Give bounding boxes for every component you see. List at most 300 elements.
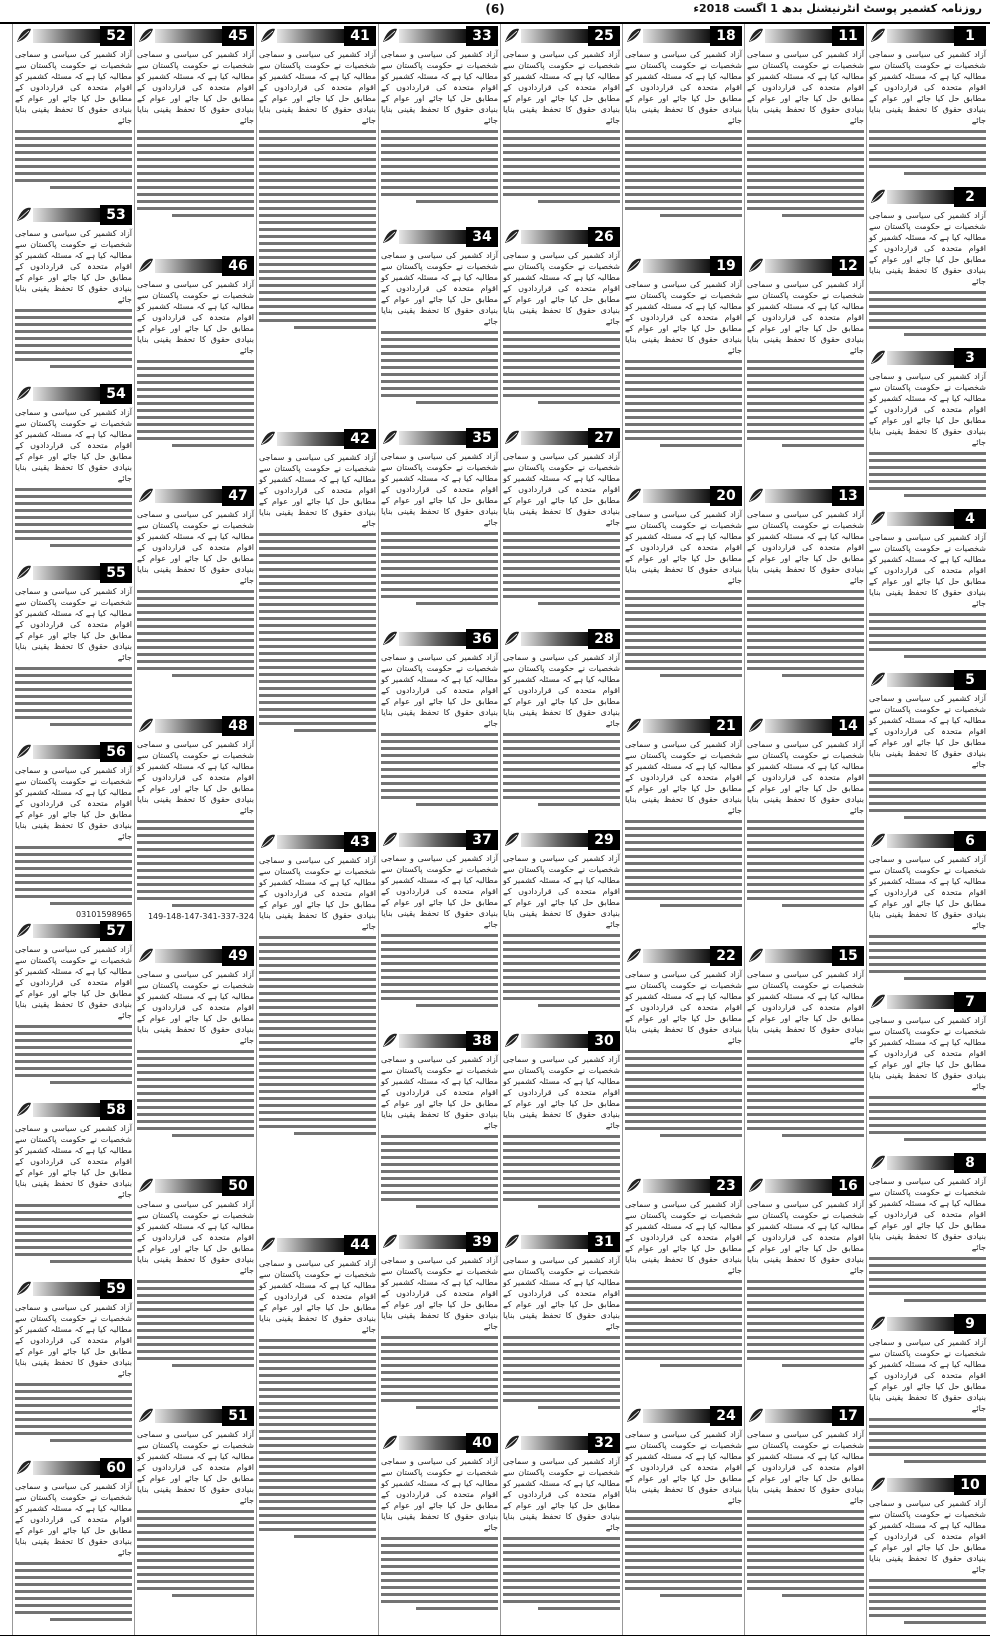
text-line [259, 1486, 376, 1489]
entry-number: 57 [100, 921, 132, 941]
text-line [869, 809, 986, 812]
text-line [747, 667, 864, 670]
text-line [869, 1131, 986, 1134]
text-line [15, 1253, 132, 1256]
gradient-bar [399, 431, 466, 445]
entry-text: آزاد کشمیر کی سیاسی و سماجی شخصیات نے حکومت پاکستان سے مطالبہ کیا ہے کہ مسئلہ کشمیر کو اقوام متحدہ کی قراردادوں کے مطابق حل کیا جائے اور عوام کے بنیادی حقوق کا تحفظ یقینی بنایا جائے [259, 855, 376, 1135]
entry-number: 31 [588, 1232, 620, 1252]
text-line [503, 1565, 620, 1568]
classified-entry [381, 1433, 498, 1630]
text-line [381, 380, 498, 383]
text-line [381, 768, 498, 771]
entry-text: آزاد کشمیر کی سیاسی و سماجی شخصیات نے حکومت پاکستان سے مطالبہ کیا ہے کہ مسئلہ کشمیر کو اقوام متحدہ کی قراردادوں کے مطابق حل کیا جائے اور عوام کے بنیادی حقوق کا تحفظ یقینی بنایا جائے [625, 49, 742, 217]
entry-number: 37 [466, 830, 498, 850]
text-line [137, 172, 254, 175]
text-line [259, 950, 376, 953]
gradient-bar [765, 1179, 832, 1193]
leaf-icon [747, 716, 765, 736]
gradient-bar [277, 432, 344, 446]
leaf-icon [259, 26, 277, 46]
gradient-bar [399, 632, 466, 646]
text-line [381, 366, 498, 369]
gradient-bar [887, 351, 954, 365]
text-line [259, 200, 376, 203]
leaf-icon [15, 742, 33, 762]
entry-number: 5 [954, 670, 986, 690]
text-line [259, 957, 376, 960]
text-line [625, 862, 742, 865]
entry-number-bar [137, 1176, 254, 1196]
entry-number: 54 [100, 384, 132, 404]
entry-number: 52 [100, 26, 132, 46]
classified-entry [15, 563, 132, 738]
text-line [381, 331, 498, 334]
leaf-icon [15, 26, 33, 46]
text-line [259, 568, 376, 571]
text-line [381, 1565, 498, 1568]
gradient-bar [399, 1235, 466, 1249]
text-line [869, 480, 986, 483]
text-line [503, 144, 620, 147]
classified-entry [15, 1100, 132, 1275]
classified-entry [869, 831, 986, 988]
text-line [381, 387, 498, 390]
text-line [625, 1092, 742, 1095]
text-line [15, 1383, 132, 1386]
classified-entry [381, 1031, 498, 1228]
leaf-icon [503, 1031, 521, 1051]
gradient-bar [765, 29, 832, 43]
entry-number-bar [15, 742, 132, 762]
text-line [747, 165, 864, 168]
text-line [259, 277, 376, 280]
text-line [381, 775, 498, 778]
entry-number-bar [625, 716, 742, 736]
text-line [869, 305, 986, 308]
entry-number: 26 [588, 227, 620, 247]
text-line [137, 611, 254, 614]
gradient-bar [521, 632, 588, 646]
text-line [503, 775, 620, 778]
leaf-icon [747, 26, 765, 46]
text-line [15, 179, 132, 182]
text-line [259, 645, 376, 648]
classified-entry [15, 26, 132, 201]
text-line [747, 1545, 864, 1548]
leaf-icon [625, 26, 643, 46]
entry-number-bar [137, 946, 254, 966]
text-line [747, 360, 864, 363]
text-line [15, 1611, 132, 1614]
text-line [660, 444, 742, 447]
text-line [869, 935, 986, 938]
text-line [747, 367, 864, 370]
leaf-icon [747, 1406, 765, 1426]
text-line [259, 652, 376, 655]
text-line [381, 1572, 498, 1575]
text-line [625, 381, 742, 384]
text-line [137, 1566, 254, 1569]
text-line [625, 1552, 742, 1555]
text-line [137, 618, 254, 621]
text-line [625, 402, 742, 405]
text-line [137, 1287, 254, 1290]
entry-number: 36 [466, 629, 498, 649]
text-line [503, 338, 620, 341]
classified-entry [625, 26, 742, 252]
text-line [172, 1364, 254, 1367]
text-line [747, 820, 864, 823]
classified-entry [503, 26, 620, 223]
gradient-bar [277, 29, 344, 43]
text-line [259, 1076, 376, 1079]
text-line [50, 544, 132, 547]
text-line [381, 1350, 498, 1353]
text-line [172, 904, 254, 907]
entry-number-bar [869, 348, 986, 368]
text-line [137, 165, 254, 168]
text-line [381, 1558, 498, 1561]
text-line [747, 1573, 864, 1576]
text-line [15, 1032, 132, 1035]
text-line [381, 539, 498, 542]
text-line [137, 1106, 254, 1109]
entry-number: 10 [954, 1475, 986, 1495]
leaf-icon [15, 563, 33, 583]
text-line [538, 200, 620, 203]
text-line [259, 540, 376, 543]
text-line [381, 1198, 498, 1201]
text-line [416, 200, 498, 203]
text-line [503, 588, 620, 591]
leaf-icon [869, 670, 887, 690]
text-line [416, 401, 498, 404]
text-line [747, 834, 864, 837]
entry-number: 16 [832, 1176, 864, 1196]
text-line [259, 1013, 376, 1016]
entry-number-bar [869, 1314, 986, 1334]
text-line [503, 990, 620, 993]
text-line [625, 855, 742, 858]
leaf-icon [503, 428, 521, 448]
text-line [625, 827, 742, 830]
text-line [869, 1600, 986, 1603]
text-line [625, 416, 742, 419]
text-line [259, 1055, 376, 1058]
text-line [259, 1083, 376, 1086]
text-line [381, 1177, 498, 1180]
text-line [503, 1551, 620, 1554]
text-line [381, 1135, 498, 1138]
text-line [15, 1218, 132, 1221]
text-line [625, 1106, 742, 1109]
text-line [869, 291, 986, 294]
text-line [259, 1353, 376, 1356]
text-line [747, 1078, 864, 1081]
text-line [259, 936, 376, 939]
text-line [137, 423, 254, 426]
text-line [15, 867, 132, 870]
text-line [15, 158, 132, 161]
text-line [381, 1399, 498, 1402]
text-line [381, 1385, 498, 1388]
gradient-bar [643, 259, 710, 273]
entry-text: آزاد کشمیر کی سیاسی و سماجی شخصیات نے حکومت پاکستان سے مطالبہ کیا ہے کہ مسئلہ کشمیر کو اقوام متحدہ کی قراردادوں کے مطابق حل کیا جائے اور عوام کے بنیادی حقوق کا تحفظ یقینی بنایا جائے [503, 1255, 620, 1409]
entry-number: 33 [466, 26, 498, 46]
leaf-icon [15, 205, 33, 225]
text-line [625, 144, 742, 147]
text-line [381, 553, 498, 556]
text-line [869, 487, 986, 490]
leaf-icon [381, 227, 399, 247]
text-line [381, 1163, 498, 1166]
text-line [904, 977, 986, 980]
entry-number: 17 [832, 1406, 864, 1426]
text-line [869, 151, 986, 154]
text-line [747, 423, 864, 426]
text-line [381, 394, 498, 397]
text-line [869, 1579, 986, 1582]
text-line [747, 1566, 864, 1569]
text-line [381, 338, 498, 341]
text-line [15, 1425, 132, 1428]
text-line [625, 179, 742, 182]
text-line [137, 207, 254, 210]
gradient-bar [521, 833, 588, 847]
text-line [15, 1583, 132, 1586]
text-line [869, 319, 986, 322]
page-header [0, 0, 990, 24]
text-line [259, 582, 376, 585]
entry-number: 34 [466, 227, 498, 247]
text-line [137, 360, 254, 363]
entry-number-bar [747, 1406, 864, 1426]
column-2 [744, 24, 866, 1636]
classified-entry [747, 26, 864, 252]
entry-text: آزاد کشمیر کی سیاسی و سماجی شخصیات نے حکومت پاکستان سے مطالبہ کیا ہے کہ مسئلہ کشمیر کو اقوام متحدہ کی قراردادوں کے مطابق حل کیا جائے اور عوام کے بنیادی حقوق کا تحفظ یقینی بنایا جائے [747, 739, 864, 907]
gradient-bar [887, 673, 954, 687]
text-line [381, 373, 498, 376]
page-number: (6) [485, 2, 505, 16]
entry-text: آزاد کشمیر کی سیاسی و سماجی شخصیات نے حکومت پاکستان سے مطالبہ کیا ہے کہ مسئلہ کشمیر کو اقوام متحدہ کی قراردادوں کے مطابق حل کیا جائے اور عوام کے بنیادی حقوق کا تحفظ یقینی بنایا جائے [137, 1199, 254, 1367]
leaf-icon [381, 26, 399, 46]
text-line [259, 1402, 376, 1405]
entry-text: آزاد کشمیر کی سیاسی و سماجی شخصیات نے حکومت پاکستان سے مطالبہ کیا ہے کہ مسئلہ کشمیر کو اقوام متحدہ کی قراردادوں کے مطابق حل کیا جائے اور عوام کے بنیادی حقوق کا تحفظ یقینی بنایا جائے [747, 279, 864, 447]
text-line [259, 992, 376, 995]
entry-text: آزاد کشمیر کی سیاسی و سماجی شخصیات نے حکومت پاکستان سے مطالبہ کیا ہے کہ مسئلہ کشمیر کو اقوام متحدہ کی قراردادوں کے مطابق حل کیا جائے اور عوام کے بنیادی حقوق کا تحفظ یقینی بنایا جائے [503, 853, 620, 1007]
text-line [137, 158, 254, 161]
text-line [747, 1064, 864, 1067]
text-line [259, 1020, 376, 1023]
text-line [259, 624, 376, 627]
text-line [747, 144, 864, 147]
text-line [747, 402, 864, 405]
text-line [137, 1064, 254, 1067]
text-line [503, 782, 620, 785]
text-line [747, 151, 864, 154]
text-line [381, 983, 498, 986]
text-line [259, 1430, 376, 1433]
text-line [381, 581, 498, 584]
entry-text: آزاد کشمیر کی سیاسی و سماجی شخصیات نے حکومت پاکستان سے مطالبہ کیا ہے کہ مسئلہ کشمیر کو اقوام متحدہ کی قراردادوں کے مطابق حل کیا جائے اور عوام کے بنیادی حقوق کا تحفظ یقینی بنایا جائے [869, 693, 986, 819]
text-line [15, 1204, 132, 1207]
text-line [869, 781, 986, 784]
text-line [904, 1621, 986, 1624]
text-line [137, 1308, 254, 1311]
text-line [747, 395, 864, 398]
text-line [259, 312, 376, 315]
leaf-icon [503, 227, 521, 247]
text-line [15, 1397, 132, 1400]
text-line [625, 841, 742, 844]
text-line [137, 604, 254, 607]
entry-number: 9 [954, 1314, 986, 1334]
text-line [137, 632, 254, 635]
text-line [259, 235, 376, 238]
text-line [137, 646, 254, 649]
text-line [625, 834, 742, 837]
text-line [503, 740, 620, 743]
leaf-icon [869, 831, 887, 851]
text-line [15, 172, 132, 175]
entry-number: 6 [954, 831, 986, 851]
entry-number-bar [15, 26, 132, 46]
leaf-icon [137, 486, 155, 506]
text-line [381, 976, 498, 979]
text-line [869, 1292, 986, 1295]
text-line [869, 1439, 986, 1442]
gradient-bar [887, 1156, 954, 1170]
text-line [747, 1336, 864, 1339]
text-line [869, 1607, 986, 1610]
text-line [15, 1067, 132, 1070]
classified-entry [381, 428, 498, 625]
text-line [137, 1315, 254, 1318]
entry-number-bar [137, 26, 254, 46]
text-line [625, 388, 742, 391]
entry-number-bar [625, 1176, 742, 1196]
text-line [259, 242, 376, 245]
text-line [747, 1113, 864, 1116]
text-line [259, 1360, 376, 1363]
classified-entry [137, 256, 254, 482]
text-line [503, 754, 620, 757]
classified-entry [869, 992, 986, 1149]
gradient-bar [155, 1409, 222, 1423]
text-line [259, 1034, 376, 1037]
text-line [625, 1301, 742, 1304]
text-line [381, 1378, 498, 1381]
text-line [381, 1600, 498, 1603]
text-line [747, 1301, 864, 1304]
text-line [381, 1170, 498, 1173]
text-line [503, 158, 620, 161]
text-line [904, 333, 986, 336]
text-line [503, 1350, 620, 1353]
gradient-bar [765, 489, 832, 503]
gradient-bar [643, 29, 710, 43]
entry-text: آزاد کشمیر کی سیاسی و سماجی شخصیات نے حکومت پاکستان سے مطالبہ کیا ہے کہ مسئلہ کشمیر کو اقوام متحدہ کی قراردادوں کے مطابق حل کیا جائے اور عوام کے بنیادی حقوق کا تحفظ یقینی بنایا جائے [15, 1302, 132, 1442]
classified-entry [503, 830, 620, 1027]
gradient-bar [765, 719, 832, 733]
text-line [259, 1097, 376, 1100]
text-line [503, 1170, 620, 1173]
text-line [869, 473, 986, 476]
text-line [15, 1404, 132, 1407]
gradient-bar [887, 995, 954, 1009]
text-line [381, 1593, 498, 1596]
gradient-bar [155, 259, 222, 273]
text-line [747, 1071, 864, 1074]
text-line [747, 193, 864, 196]
text-line [747, 1343, 864, 1346]
text-line [747, 172, 864, 175]
text-line [137, 1580, 254, 1583]
leaf-icon [259, 1235, 277, 1255]
text-line [503, 345, 620, 348]
classified-entry [625, 486, 742, 712]
text-line [503, 768, 620, 771]
entry-text: آزاد کشمیر کی سیاسی و سماجی شخصیات نے حکومت پاکستان سے مطالبہ کیا ہے کہ مسئلہ کشمیر کو اقوام متحدہ کی قراردادوں کے مطابق حل کیا جائے اور عوام کے بنیادی حقوق کا تحفظ یقینی بنایا جائے [137, 1429, 254, 1597]
leaf-icon [15, 384, 33, 404]
text-line [259, 186, 376, 189]
text-line [869, 1453, 986, 1456]
classified-entry [503, 1031, 620, 1228]
text-line [503, 366, 620, 369]
text-line [416, 1607, 498, 1610]
entry-number: 21 [710, 716, 742, 736]
text-line [15, 130, 132, 133]
text-line [259, 561, 376, 564]
entry-text: آزاد کشمیر کی سیاسی و سماجی شخصیات نے حکومت پاکستان سے مطالبہ کیا ہے کہ مسئلہ کشمیر کو اقوام متحدہ کی قراردادوں کے مطابق حل کیا جائے اور عوام کے بنیادی حقوق کا تحفظ یقینی بنایا جائے [869, 1015, 986, 1141]
text-line [259, 638, 376, 641]
classified-entry [503, 227, 620, 424]
text-line [904, 655, 986, 658]
text-line [15, 888, 132, 891]
text-line [747, 1057, 864, 1060]
gradient-bar [887, 512, 954, 526]
entry-text: آزاد کشمیر کی سیاسی و سماجی شخصیات نے حکومت پاکستان سے مطالبہ کیا ہے کہ مسئلہ کشمیر کو اقوام متحدہ کی قراردادوں کے مطابق حل کیا جائے اور عوام کے بنیادی حقوق کا تحفظ یقینی بنایا جائے [259, 452, 376, 732]
entry-text: آزاد کشمیر کی سیاسی و سماجی شخصیات نے حکومت پاکستان سے مطالبہ کیا ہے کہ مسئلہ کشمیر کو اقوام متحدہ کی قراردادوں کے مطابق حل کیا جائے اور عوام کے بنیادی حقوق کا تحفظ یقینی بنایا جائے [381, 853, 498, 1007]
text-line [259, 631, 376, 634]
text-line [503, 1177, 620, 1180]
entry-text: آزاد کشمیر کی سیاسی و سماجی شخصیات نے حکومت پاکستان سے مطالبہ کیا ہے کہ مسئلہ کشمیر کو اقوام متحدہ کی قراردادوں کے مطابق حل کیا جائے اور عوام کے بنیادی حقوق کا تحفظ یقینی بنایا جائے [747, 49, 864, 217]
classified-entry [381, 830, 498, 1027]
entry-number: 53 [100, 205, 132, 225]
text-line [137, 1280, 254, 1283]
text-line [503, 179, 620, 182]
text-line [259, 1416, 376, 1419]
leaf-icon [625, 256, 643, 276]
text-line [259, 722, 376, 725]
entry-number: 46 [222, 256, 254, 276]
text-line [625, 1287, 742, 1290]
entry-text: آزاد کشمیر کی سیاسی و سماجی شخصیات نے حکومت پاکستان سے مطالبہ کیا ہے کہ مسئلہ کشمیر کو اقوام متحدہ کی قراردادوں کے مطابق حل کیا جائے اور عوام کے بنیادی حقوق کا تحفظ یقینی بنایا جائے [503, 250, 620, 404]
text-line [172, 1134, 254, 1137]
text-line [904, 816, 986, 819]
text-line [381, 969, 498, 972]
text-line [747, 653, 864, 656]
text-line [625, 423, 742, 426]
text-line [747, 186, 864, 189]
text-line [381, 990, 498, 993]
entry-number: 1 [954, 26, 986, 46]
text-line [137, 402, 254, 405]
gradient-bar [33, 566, 100, 580]
classified-grid [2, 24, 988, 1636]
gradient-bar [399, 833, 466, 847]
text-line [259, 533, 376, 536]
